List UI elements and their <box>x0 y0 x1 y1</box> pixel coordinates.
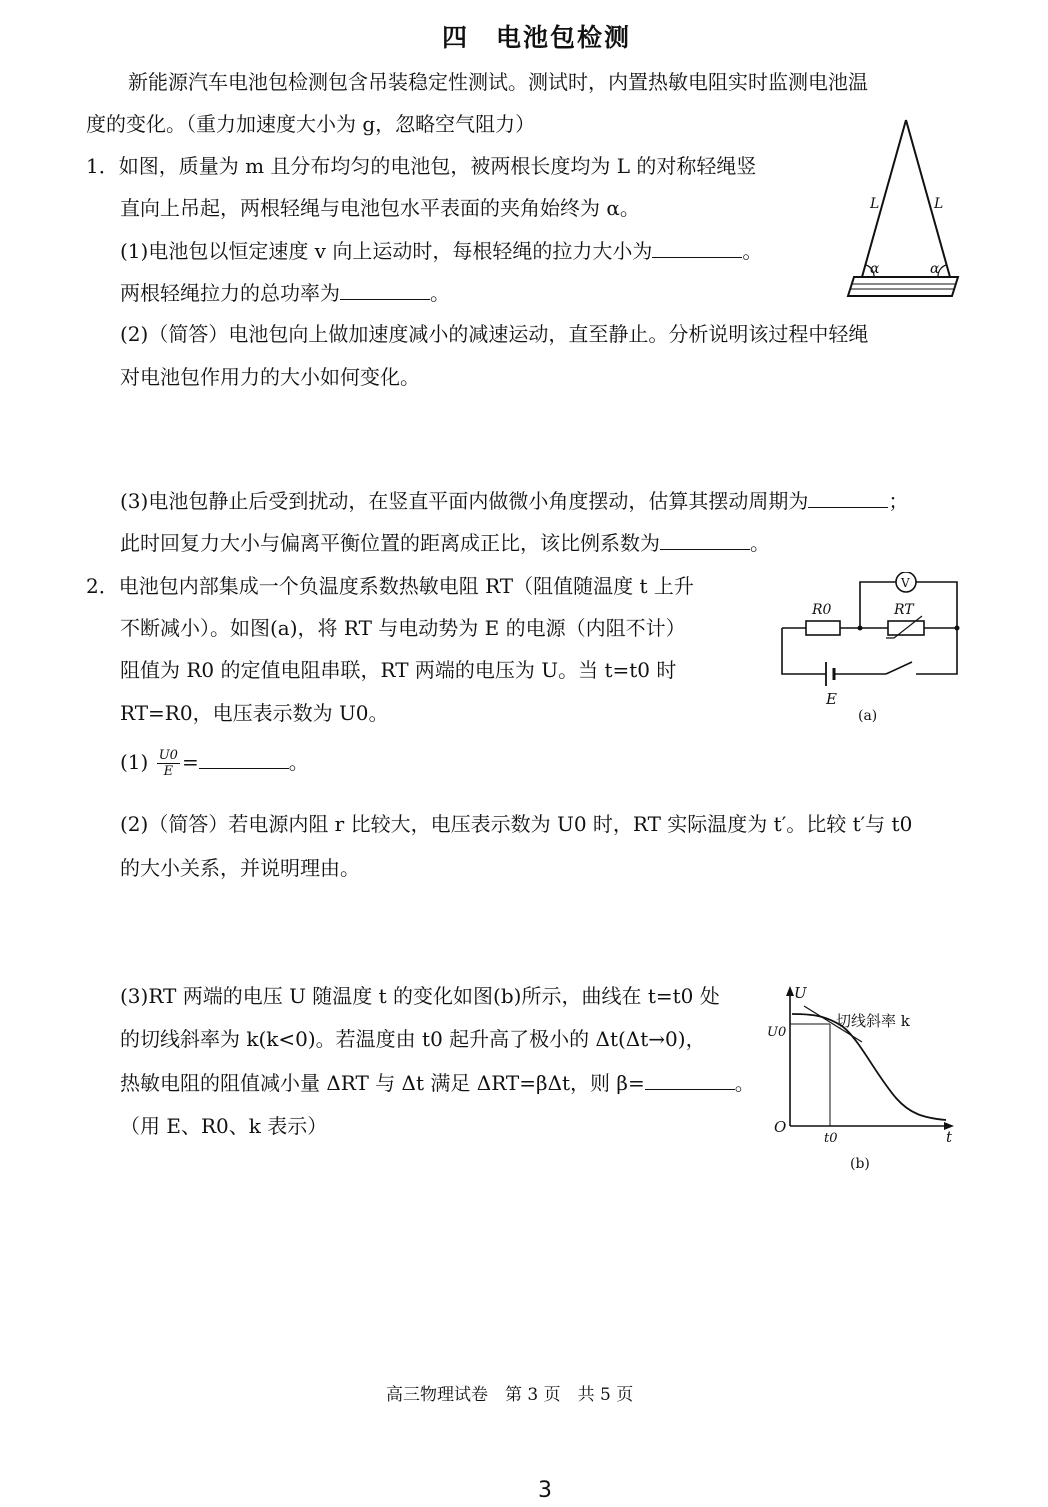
q1-part2-line2: 对电池包作用力的大小如何变化。 <box>120 365 420 389</box>
left-rope-label: L <box>870 196 880 212</box>
figure-b-caption: (b) <box>850 1156 870 1172</box>
fraction-numerator: U0 <box>158 748 178 763</box>
q1-part3-line2: 此时回复力大小与偏离平衡位置的距离成正比，该比例系数为 。 <box>120 531 770 555</box>
q1-answer-blank-tension[interactable] <box>652 243 742 258</box>
battery-hanging-figure <box>846 112 966 307</box>
tangent-slope-label: 切线斜率 k <box>836 1012 910 1030</box>
intro-line-2: 度的变化。（重力加速度大小为 g，忽略空气阻力） <box>86 112 536 136</box>
q2-part3-line3: 热敏电阻的阻值减小量 ΔRT 与 Δt 满足 ΔRT=βΔt，则 β= 。 <box>120 1071 755 1095</box>
y-axis-label: U <box>794 984 807 1002</box>
q2-answer-blank-ratio[interactable] <box>199 754 289 769</box>
q2-part3-line4: （用 E、R0、k 表示） <box>120 1114 328 1138</box>
x-axis-label: t <box>946 1128 953 1146</box>
q1-answer-blank-power[interactable] <box>340 285 430 300</box>
q1-part1-text: (1)电池包以恒定速度 v 向上运动时，每根轻绳的拉力大小为 <box>120 239 653 263</box>
q2-part2-line1: (2)（简答）若电源内阻 r 比较大，电压表示数为 U0 时，RT 实际温度为 t′。比较 t′与 t0 <box>120 812 913 836</box>
q2-stem-1: 2．电池包内部集成一个负温度系数热敏电阻 RT（阻值随温度 t 上升 <box>86 574 694 598</box>
q1-part3-line1: (3)电池包静止后受到扰动，在竖直平面内做微小角度摆动，估算其摆动周期为 ； <box>120 489 909 513</box>
left-rope <box>862 120 906 277</box>
circuit-figure-a <box>776 572 966 732</box>
origin-label: O <box>774 1118 787 1136</box>
right-angle-label: α <box>930 261 940 277</box>
q1-part1-line1: (1)电池包以恒定速度 v 向上运动时，每根轻绳的拉力大小为 。 <box>120 239 763 263</box>
q1-part2-line1: (2)（简答）电池包向上做加速度减小的减速运动，直至静止。分析说明该过程中轻绳 <box>120 322 869 346</box>
q1-part3-period-text: (3)电池包静止后受到扰动，在竖直平面内做微小角度摆动，估算其摆动周期为 <box>120 489 809 513</box>
q2-part2-line2: 的大小关系，并说明理由。 <box>120 856 360 880</box>
voltmeter-label: V <box>901 576 910 590</box>
fraction-denominator: E <box>163 764 174 779</box>
q2-part1-fraction <box>157 748 180 779</box>
q1-stem-1: 1．如图，质量为 m 且分布均匀的电池包，被两根长度均为 L 的对称轻绳竖 <box>86 154 757 178</box>
q2-part3-beta-text: 热敏电阻的阻值减小量 ΔRT 与 Δt 满足 ΔRT=βΔt，则 β= <box>120 1071 645 1095</box>
emf-label: E <box>826 690 837 708</box>
q2-stem-3: 阻值为 R0 的定值电阻串联，RT 两端的电压为 U。当 t=t0 时 <box>120 658 677 682</box>
resistor-r0 <box>806 621 840 635</box>
q1-answer-blank-period[interactable] <box>808 493 888 508</box>
r0-label: R0 <box>812 602 832 618</box>
switch <box>886 662 912 674</box>
q2-stem-2: 不断减小）。如图(a)，将 RT 与电动势为 E 的电源（内阻不计） <box>120 616 686 640</box>
q2-part3-line1: (3)RT 两端的电压 U 随温度 t 的变化如图(b)所示，曲线在 t=t0 处 <box>120 984 720 1008</box>
u0-label: U0 <box>767 1025 787 1040</box>
q2-part1-label: (1) <box>120 750 149 774</box>
t0-label: t0 <box>824 1131 838 1146</box>
intro-line-1: 新能源汽车电池包检测包含吊装稳定性测试。测试时，内置热敏电阻实时监测电池温 <box>128 70 868 94</box>
q1-answer-blank-coefficient[interactable] <box>660 535 750 550</box>
right-rope-label: L <box>934 196 944 212</box>
q2-answer-blank-beta[interactable] <box>645 1075 735 1090</box>
q1-part1-power-text: 两根轻绳拉力的总功率为 <box>120 281 340 305</box>
voltage-temperature-graph-b <box>764 980 964 1175</box>
battery-pack <box>848 277 958 296</box>
page-footer: 高三物理试卷 第 3 页 共 5 页 <box>386 1385 634 1405</box>
q2-part1-line: (1) $\frac{U0}{E}$ = 。 <box>120 748 309 779</box>
q1-part3-coef-text: 此时回复力大小与偏离平衡位置的距离成正比，该比例系数为 <box>120 531 660 555</box>
q2-part3-line2: 的切线斜率为 k(k<0)。若温度由 t0 起升高了极小的 Δt(Δt→0)， <box>120 1027 706 1051</box>
q1-part1-line2: 两根轻绳拉力的总功率为 。 <box>120 281 450 305</box>
section-title: 四 电池包检测 <box>442 23 632 52</box>
q1-stem-2: 直向上吊起，两根轻绳与电池包水平表面的夹角始终为 α。 <box>120 196 640 220</box>
figure-a-caption: (a) <box>858 708 878 724</box>
q2-stem-4: RT=R0，电压表示数为 U0。 <box>120 701 389 725</box>
right-rope <box>906 120 950 277</box>
rt-label: RT <box>894 602 914 618</box>
left-angle-label: α <box>870 261 880 277</box>
page-number: 3 <box>538 1478 552 1503</box>
